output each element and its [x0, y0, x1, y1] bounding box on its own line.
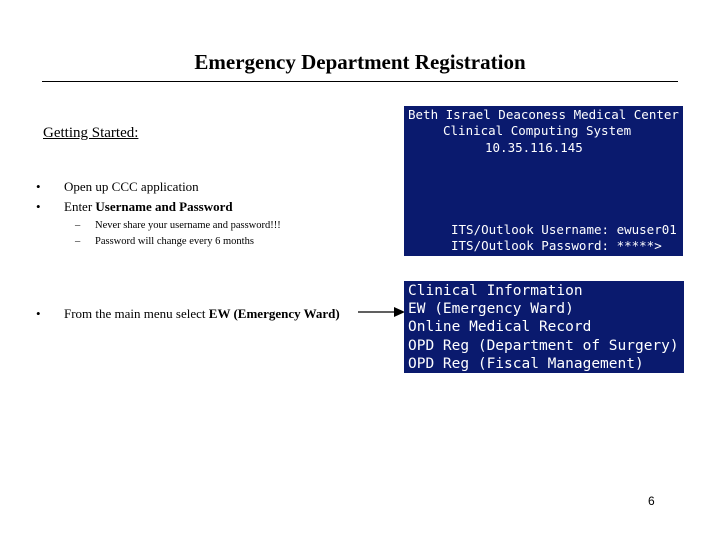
bullet-text: From the main menu select EW (Emergency Ward): [64, 306, 340, 321]
bullet-icon: •: [36, 179, 41, 194]
menu-item-opd-fiscal: OPD Reg (Fiscal Management): [408, 355, 644, 372]
bullet-text: Enter Username and Password: [64, 199, 233, 214]
bullet-text: Open up CCC application: [64, 179, 199, 194]
sub-bullet-text: Never share your username and password!!!: [95, 220, 281, 231]
title-divider: [42, 81, 678, 82]
main-menu-terminal-screenshot: [404, 281, 684, 373]
ip-address: 10.35.116.145: [485, 140, 583, 155]
login-terminal-screenshot: [404, 106, 683, 256]
system-name: Clinical Computing System: [443, 123, 632, 138]
username-value: ewuser01: [616, 222, 677, 237]
menu-item-clinical-information: Clinical Information: [408, 283, 583, 299]
bullet-icon: •: [36, 306, 41, 321]
sub-bullet-text: Password will change every 6 months: [95, 236, 254, 247]
pointer-arrow-icon: [357, 305, 407, 319]
getting-started-heading: Getting Started:: [43, 125, 139, 141]
username-row: [451, 222, 677, 238]
menu-item-opd-surgery: OPD Reg (Department of Surgery): [408, 337, 679, 354]
bullet-icon: •: [36, 199, 41, 214]
dash-icon: –: [75, 236, 81, 247]
username-label: ITS/Outlook Username:: [451, 222, 610, 237]
page-number: 6: [648, 494, 655, 508]
slide-title: Emergency Department Registration: [194, 50, 526, 74]
password-value: *****>: [616, 238, 662, 253]
dash-icon: –: [75, 220, 81, 231]
password-label: ITS/Outlook Password:: [451, 238, 610, 253]
password-row: [451, 238, 662, 254]
menu-item-emergency-ward: EW (Emergency Ward): [408, 301, 574, 318]
hospital-name: Beth Israel Deaconess Medical Center: [408, 107, 679, 122]
menu-item-online-medical-record: Online Medical Record: [408, 319, 592, 336]
